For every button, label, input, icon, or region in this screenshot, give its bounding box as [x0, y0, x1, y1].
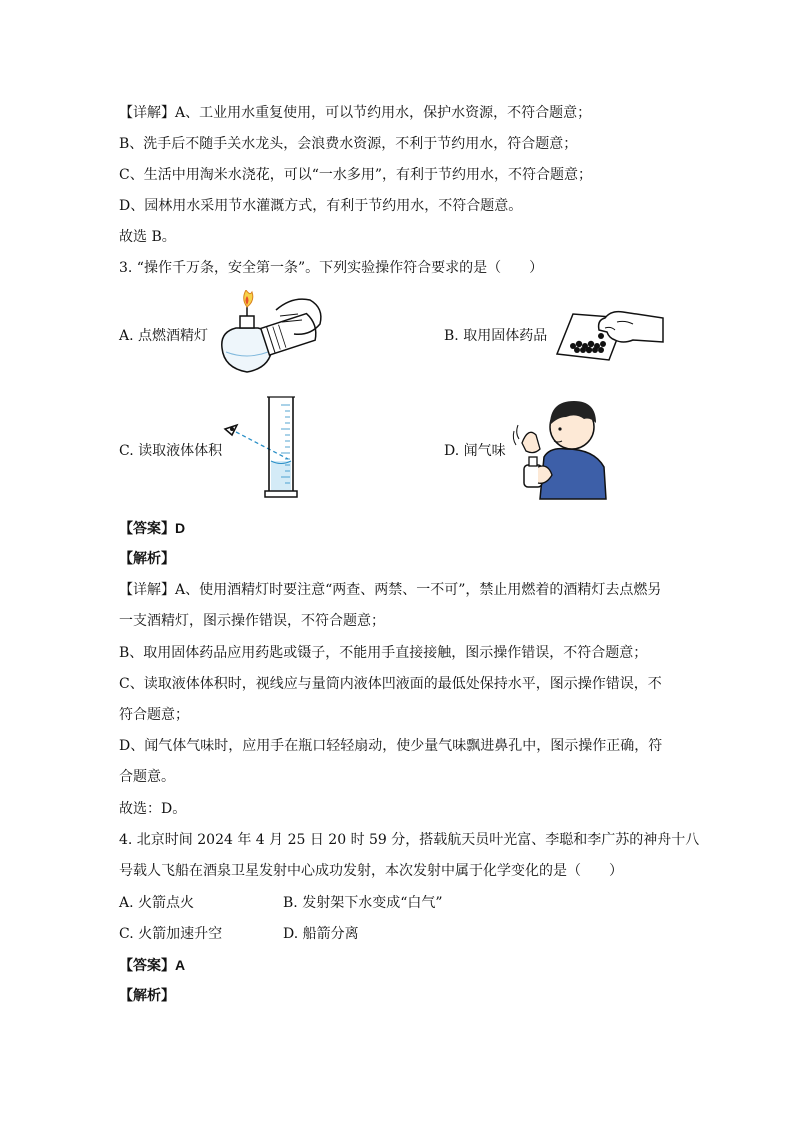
q2-conclusion: 故选 B。 [119, 229, 176, 245]
q4-stem-line1: 4. 北京时间 2024 年 4 月 25 日 20 时 59 分，搭载航天员叶光富、李聪和李广苏的神舟十八 [119, 832, 700, 848]
q3-option-a-label: A. 点燃酒精灯 [119, 328, 209, 344]
q4-option-a: A. 火箭点火 [119, 895, 195, 911]
q4-analysis-label: 【解析】 [119, 988, 175, 1004]
graduated-cylinder-reading-illustration [222, 395, 304, 503]
q3-option-d-label: D. 闻气味 [444, 443, 506, 459]
q4-option-b: B. 发射架下水变成“白气” [283, 895, 443, 911]
q4-stem-line2: 号载人飞船在酒泉卫星发射中心成功发射，本次发射中属于化学变化的是（ ） [119, 863, 623, 879]
q3-conclusion: 故选：D。 [119, 801, 187, 817]
q2-explain-line-a: 【详解】A、工业用水重复使用，可以节约用水，保护水资源，不符合题意； [119, 105, 592, 121]
q2-explain-line-b: B、洗手后不随手关水龙头，会浪费水资源，不利于节约用水，符合题意； [119, 136, 578, 152]
q4-option-d: D. 船箭分离 [283, 926, 359, 942]
alcohol-lamp-lighting-illustration [210, 290, 325, 380]
q4-option-c: C. 火箭加速升空 [119, 926, 223, 942]
q3-stem: 3. “操作千万条，安全第一条”。下列实验操作符合要求的是（ ） [119, 260, 544, 276]
q3-explain-a-line2: 一支酒精灯，图示操作错误，不符合题意； [119, 613, 385, 629]
hand-taking-solid-chemical-illustration [553, 300, 665, 362]
q2-explain-line-d: D、园林用水采用节水灌溉方式，有利于节约用水，不符合题意。 [119, 198, 523, 214]
q3-option-b-label: B. 取用固体药品 [444, 328, 548, 344]
q3-explain-a-line1: 【详解】A、使用酒精灯时要注意“两查、两禁、一不可”，禁止用燃着的酒精灯去点燃另 [119, 582, 662, 598]
q3-answer: 【答案】D [119, 520, 186, 536]
q3-analysis-label: 【解析】 [119, 551, 175, 567]
q4-answer: 【答案】A [119, 957, 186, 973]
q3-explain-c-line2: 符合题意； [119, 707, 189, 723]
boy-smelling-gas-illustration [510, 395, 610, 501]
q3-option-c-label: C. 读取液体体积 [119, 443, 223, 459]
q3-explain-d-line2: 合题意。 [119, 769, 175, 785]
q2-explain-line-c: C、生活中用淘米水浇花，可以“一水多用”，有利于节约用水，不符合题意； [119, 167, 593, 183]
q3-explain-c-line1: C、读取液体体积时，视线应与量筒内液体凹液面的最低处保持水平，图示操作错误，不 [119, 676, 662, 692]
q3-explain-b: B、取用固体药品应用药匙或镊子，不能用手直接接触，图示操作错误，不符合题意； [119, 645, 648, 661]
q3-explain-d-line1: D、闻气体气味时，应用手在瓶口轻轻扇动，使少量气味飘进鼻孔中，图示操作正确，符 [119, 738, 663, 754]
